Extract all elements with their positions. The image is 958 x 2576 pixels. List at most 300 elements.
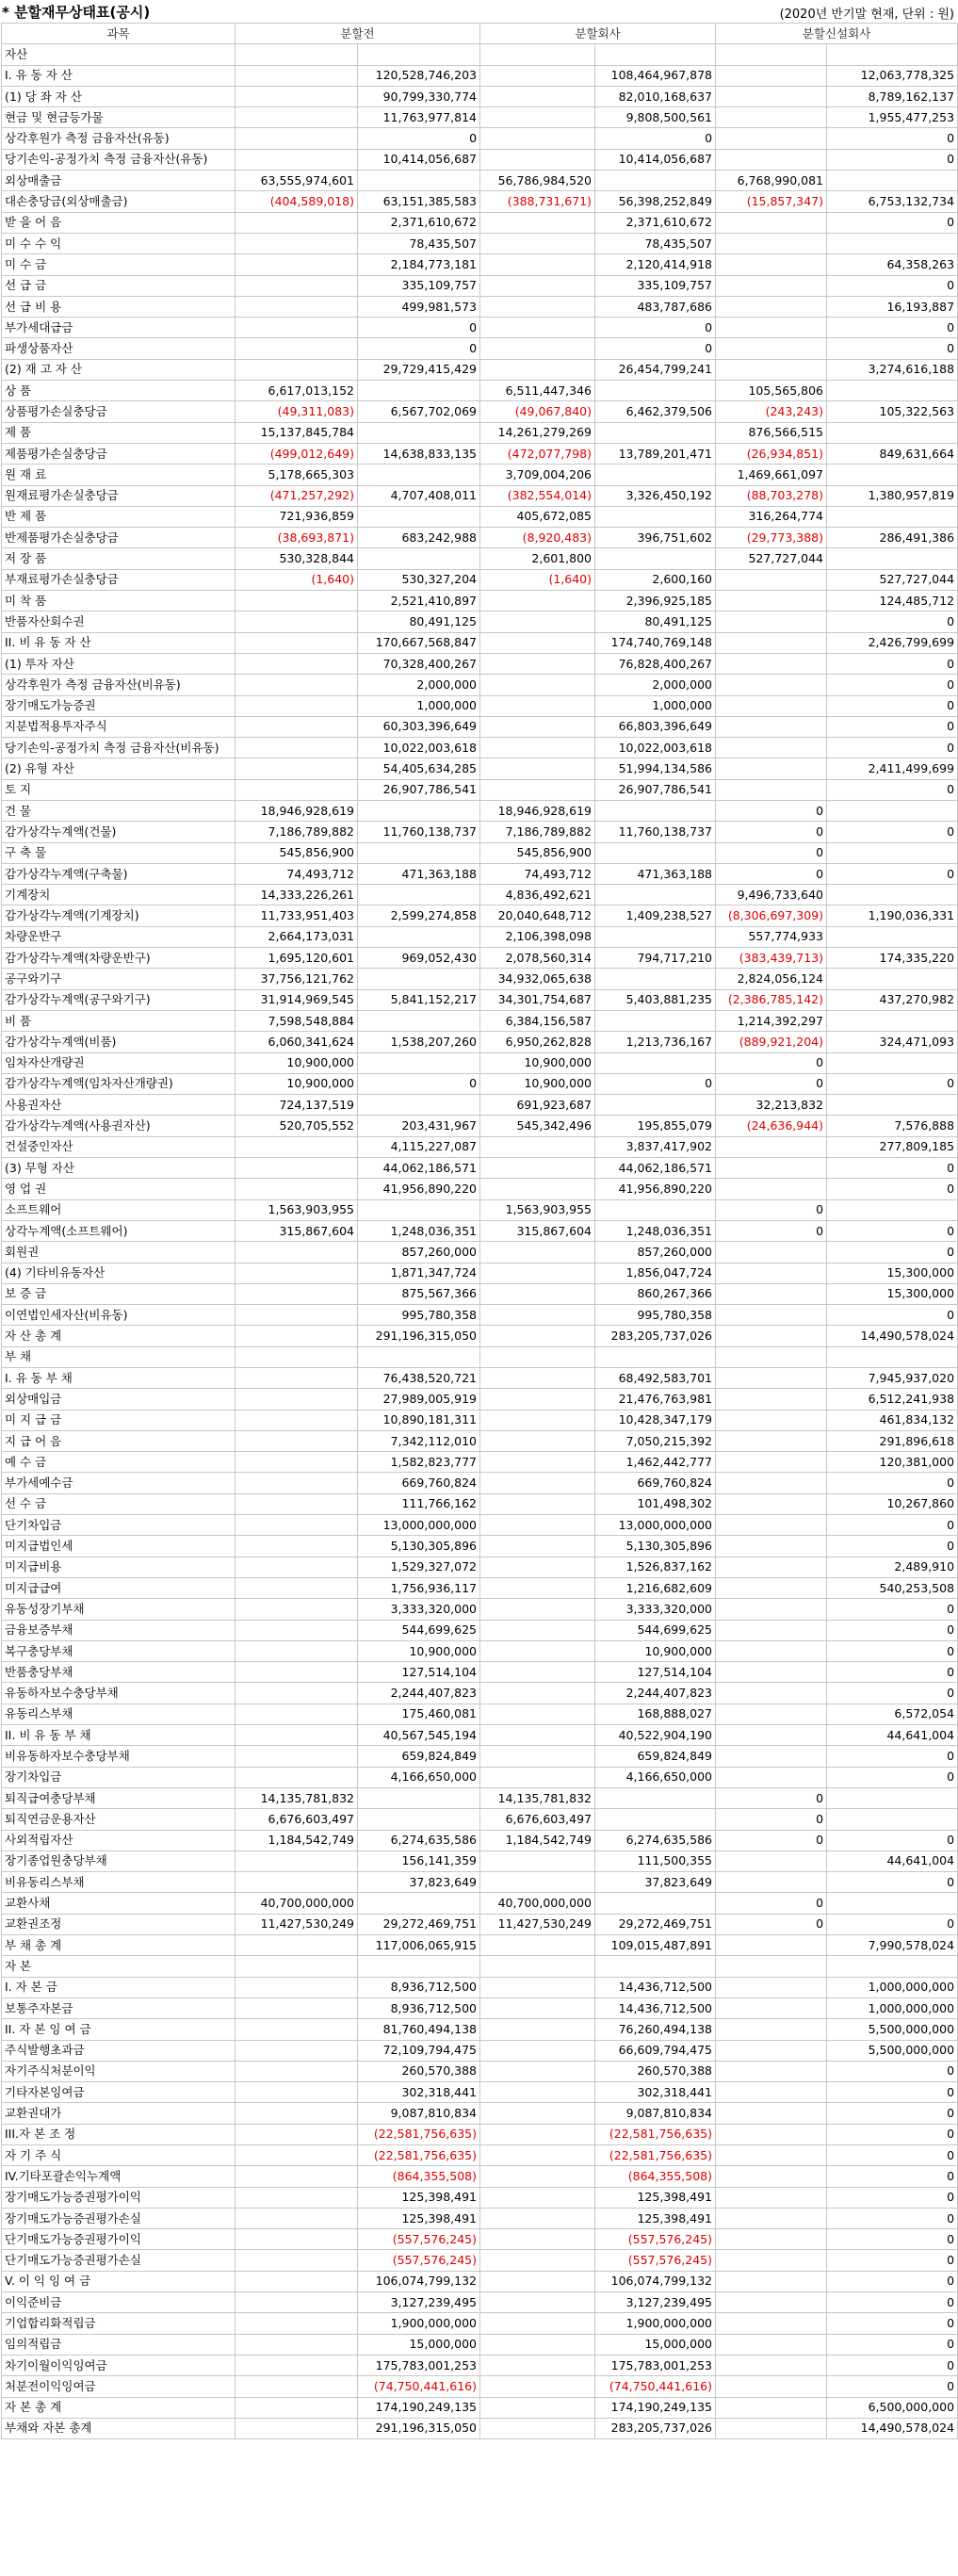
account-cell: V. 이 익 잉 여 금 — [2, 2271, 235, 2291]
value-cell — [716, 1683, 827, 1704]
value-cell: 0 — [827, 128, 958, 149]
value-cell — [480, 758, 595, 779]
value-cell — [716, 2355, 827, 2375]
value-cell: 120,381,000 — [827, 1452, 958, 1473]
value-cell — [235, 2144, 358, 2165]
value-cell — [358, 1787, 480, 1808]
value-cell — [235, 1746, 358, 1767]
value-cell: 0 — [827, 675, 958, 695]
value-cell — [716, 254, 827, 275]
value-cell — [235, 1452, 358, 1473]
table-row — [2, 1956, 958, 1977]
value-cell — [716, 1389, 827, 1410]
value-cell: 14,333,226,261 — [235, 885, 358, 905]
table-row — [2, 926, 958, 947]
value-cell — [358, 1095, 480, 1116]
table-row — [2, 1346, 958, 1367]
value-cell — [480, 653, 595, 674]
value-cell — [480, 1346, 595, 1367]
value-cell: 68,492,583,701 — [595, 1368, 716, 1389]
value-cell — [235, 2019, 358, 2040]
value-cell — [480, 233, 595, 253]
account-cell: 처분전이익잉여금 — [2, 2376, 235, 2397]
value-cell — [827, 171, 958, 191]
value-cell: 0 — [827, 653, 958, 674]
value-cell: 1,538,207,260 — [358, 1032, 480, 1052]
value-cell: 10,900,000 — [235, 1073, 358, 1094]
value-cell: 1,184,542,749 — [480, 1830, 595, 1850]
value-cell: 1,462,442,777 — [595, 1452, 716, 1473]
value-cell: 0 — [595, 318, 716, 338]
value-cell: 27,989,005,919 — [358, 1389, 480, 1410]
value-cell — [358, 926, 480, 947]
value-cell: 1,856,047,724 — [595, 1263, 716, 1283]
value-cell: (38,693,871) — [235, 528, 358, 548]
value-cell: 0 — [595, 338, 716, 359]
value-cell — [595, 1010, 716, 1031]
value-cell: 6,512,241,938 — [827, 1389, 958, 1410]
table-row — [2, 2250, 958, 2271]
table-row — [2, 548, 958, 569]
value-cell — [716, 2144, 827, 2165]
value-cell: 849,631,664 — [827, 443, 958, 464]
value-cell — [827, 842, 958, 863]
value-cell — [235, 716, 358, 737]
value-cell: 3,127,239,495 — [595, 2292, 716, 2313]
value-cell: 106,074,799,132 — [595, 2271, 716, 2291]
value-cell: 20,040,648,712 — [480, 905, 595, 926]
value-cell: 0 — [827, 1872, 958, 1893]
account-cell: 회원권 — [2, 1242, 235, 1263]
value-cell — [358, 842, 480, 863]
value-cell — [716, 1283, 827, 1304]
account-cell: 기계장치 — [2, 885, 235, 905]
account-cell: 감가상각누계액(기계장치) — [2, 905, 235, 926]
value-cell — [716, 2313, 827, 2334]
account-cell: 미 착 품 — [2, 591, 235, 611]
value-cell — [480, 675, 595, 695]
value-cell: 7,945,937,020 — [827, 1368, 958, 1389]
table-row — [2, 275, 958, 296]
value-cell — [235, 1263, 358, 1283]
value-cell — [235, 1557, 358, 1577]
table-row — [2, 863, 958, 884]
value-cell: 1,409,238,527 — [595, 905, 716, 926]
value-cell: (864,355,508) — [358, 2166, 480, 2187]
value-cell — [716, 359, 827, 380]
account-cell: 감가상각누계액(건물) — [2, 822, 235, 842]
value-cell: 174,335,220 — [827, 948, 958, 969]
table-row — [2, 1368, 958, 1389]
account-cell: 상각누계액(소프트웨어) — [2, 1220, 235, 1241]
table-row — [2, 695, 958, 716]
value-cell: (74,750,441,616) — [358, 2376, 480, 2397]
value-cell: 659,824,849 — [595, 1746, 716, 1767]
value-cell — [235, 1242, 358, 1263]
value-cell: 15,300,000 — [827, 1263, 958, 1283]
value-cell: 2,078,560,314 — [480, 948, 595, 969]
account-cell: (3) 무형 자산 — [2, 1158, 235, 1179]
table-body — [2, 44, 958, 2439]
value-cell: (26,934,851) — [716, 443, 827, 464]
value-cell: 81,760,494,138 — [358, 2019, 480, 2040]
account-cell: 유동성장기부채 — [2, 1599, 235, 1620]
account-cell: 단기매도가능증권평가이익 — [2, 2229, 235, 2250]
header-account: 과목 — [2, 24, 235, 44]
value-cell: 14,261,279,269 — [480, 422, 595, 443]
value-cell — [480, 1620, 595, 1640]
value-cell: 63,555,974,601 — [235, 171, 358, 191]
value-cell: 0 — [827, 1536, 958, 1557]
value-cell — [716, 1136, 827, 1157]
value-cell: 0 — [827, 779, 958, 800]
value-cell: 0 — [827, 149, 958, 170]
value-cell — [595, 44, 716, 65]
table-row — [2, 2124, 958, 2144]
value-cell: 1,582,823,777 — [358, 1452, 480, 1473]
table-row — [2, 591, 958, 611]
value-cell: 120,528,746,203 — [358, 65, 480, 86]
value-cell: 4,836,492,621 — [480, 885, 595, 905]
table-row — [2, 86, 958, 106]
account-cell: 교환사채 — [2, 1893, 235, 1914]
table-row — [2, 1158, 958, 1179]
account-cell: 반품충당부채 — [2, 1662, 235, 1683]
table-row — [2, 107, 958, 128]
value-cell — [235, 1935, 358, 1956]
value-cell — [235, 2418, 358, 2438]
value-cell: 3,326,450,192 — [595, 485, 716, 506]
table-row — [2, 800, 958, 821]
value-cell: 1,248,036,351 — [358, 1220, 480, 1241]
value-cell: 544,699,625 — [595, 1620, 716, 1640]
value-cell: 76,260,494,138 — [595, 2019, 716, 2040]
value-cell: 195,855,079 — [595, 1116, 716, 1136]
value-cell — [716, 2397, 827, 2418]
value-cell — [358, 465, 480, 485]
table-row — [2, 1809, 958, 1830]
value-cell: 2,824,056,124 — [716, 969, 827, 989]
value-cell: 5,130,305,896 — [595, 1536, 716, 1557]
value-cell: 659,824,849 — [358, 1746, 480, 1767]
value-cell — [716, 569, 827, 590]
value-cell — [716, 1493, 827, 1514]
value-cell — [235, 2061, 358, 2081]
value-cell — [235, 2334, 358, 2355]
table-row — [2, 885, 958, 905]
value-cell: (1,640) — [480, 569, 595, 590]
account-cell: 유동리스부채 — [2, 1704, 235, 1724]
value-cell: 8,936,712,500 — [358, 1997, 480, 2018]
value-cell: 0 — [827, 2103, 958, 2124]
value-cell: 29,272,469,751 — [595, 1914, 716, 1934]
value-cell: 0 — [827, 2334, 958, 2355]
value-cell: 260,570,388 — [595, 2061, 716, 2081]
table-row — [2, 1640, 958, 1661]
value-cell — [235, 1662, 358, 1683]
table-row — [2, 1116, 958, 1136]
account-cell: 감가상각누계액(사용권자산) — [2, 1116, 235, 1136]
table-row — [2, 1977, 958, 1997]
account-cell: 지분법적용투자주식 — [2, 716, 235, 737]
value-cell: 10,022,003,618 — [358, 738, 480, 758]
value-cell: (15,857,347) — [716, 191, 827, 212]
value-cell: 9,087,810,834 — [358, 2103, 480, 2124]
value-cell: 6,676,603,497 — [480, 1809, 595, 1830]
value-cell: 1,213,736,167 — [595, 1032, 716, 1052]
table-row — [2, 1725, 958, 1746]
value-cell — [235, 1493, 358, 1514]
value-cell — [480, 86, 595, 106]
value-cell — [480, 591, 595, 611]
value-cell — [716, 1346, 827, 1367]
value-cell: 0 — [827, 1746, 958, 1767]
value-cell — [716, 1704, 827, 1724]
value-cell: 0 — [827, 1179, 958, 1199]
value-cell: 8,789,162,137 — [827, 86, 958, 106]
value-cell — [358, 548, 480, 569]
value-cell: 527,727,044 — [716, 548, 827, 569]
value-cell: (889,921,204) — [716, 1032, 827, 1052]
table-row — [2, 1662, 958, 1683]
value-cell — [827, 1052, 958, 1073]
value-cell: 405,672,085 — [480, 506, 595, 527]
table-row — [2, 44, 958, 65]
table-row — [2, 2040, 958, 2061]
value-cell — [235, 632, 358, 653]
value-cell: 1,871,347,724 — [358, 1263, 480, 1283]
value-cell — [595, 1199, 716, 1220]
value-cell — [595, 885, 716, 905]
value-cell — [716, 1430, 827, 1451]
account-cell: 사외적립자산 — [2, 1830, 235, 1850]
table-row — [2, 2061, 958, 2081]
account-cell: 보통주자본금 — [2, 1997, 235, 2018]
account-cell: 상품평가손실충당금 — [2, 401, 235, 422]
value-cell: 876,566,515 — [716, 422, 827, 443]
value-cell: 2,371,610,672 — [595, 212, 716, 233]
value-cell: 72,109,794,475 — [358, 2040, 480, 2061]
account-cell: 토 지 — [2, 779, 235, 800]
value-cell: 995,780,358 — [595, 1305, 716, 1326]
value-cell — [235, 1536, 358, 1557]
account-cell: 감가상각누계액(비품) — [2, 1032, 235, 1052]
account-cell: 자 산 총 계 — [2, 1326, 235, 1346]
account-cell: 건 물 — [2, 800, 235, 821]
value-cell: 125,398,491 — [358, 2187, 480, 2208]
value-cell: 11,733,951,403 — [235, 905, 358, 926]
table-row — [2, 1052, 958, 1073]
value-cell: 520,705,552 — [235, 1116, 358, 1136]
value-cell: 857,260,000 — [358, 1242, 480, 1263]
value-cell — [235, 675, 358, 695]
value-cell: 0 — [827, 1914, 958, 1934]
table-row — [2, 2187, 958, 2208]
account-cell: 공구와기구 — [2, 969, 235, 989]
value-cell — [235, 107, 358, 128]
value-cell — [827, 548, 958, 569]
account-cell: 임의적립금 — [2, 2334, 235, 2355]
table-row — [2, 1430, 958, 1451]
account-cell: 반제품평가손실충당금 — [2, 528, 235, 548]
account-cell: 부가세대급금 — [2, 318, 235, 338]
table-row — [2, 171, 958, 191]
value-cell — [595, 548, 716, 569]
value-cell: 0 — [827, 1683, 958, 1704]
account-cell: 부 채 총 계 — [2, 1935, 235, 1956]
value-cell — [235, 149, 358, 170]
value-cell: 10,414,056,687 — [358, 149, 480, 170]
value-cell — [716, 2187, 827, 2208]
account-cell: 당기손익-공정가치 측정 금융자산(비유동) — [2, 738, 235, 758]
value-cell: 5,841,152,217 — [358, 989, 480, 1010]
account-cell: 장기매도가능증권평가이익 — [2, 2187, 235, 2208]
value-cell: 34,301,754,687 — [480, 989, 595, 1010]
value-cell — [716, 1767, 827, 1787]
table-row — [2, 506, 958, 527]
value-cell — [480, 1977, 595, 1997]
value-cell: 26,907,786,541 — [595, 779, 716, 800]
value-cell: 6,511,447,346 — [480, 381, 595, 401]
table-row — [2, 2166, 958, 2187]
value-cell: 174,190,249,135 — [595, 2397, 716, 2418]
value-cell — [480, 1872, 595, 1893]
account-cell: 구 축 물 — [2, 842, 235, 863]
value-cell: 2,411,499,699 — [827, 758, 958, 779]
value-cell: 10,900,000 — [480, 1073, 595, 1094]
value-cell — [480, 2061, 595, 2081]
value-cell: 44,062,186,571 — [595, 1158, 716, 1179]
value-cell: 1,526,837,162 — [595, 1557, 716, 1577]
table-row — [2, 653, 958, 674]
value-cell — [235, 1136, 358, 1157]
account-cell: 주식발행초과금 — [2, 2040, 235, 2061]
account-cell: 건설중인자산 — [2, 1136, 235, 1157]
table-row — [2, 65, 958, 86]
value-cell: 291,196,315,050 — [358, 2418, 480, 2438]
value-cell — [358, 1052, 480, 1073]
value-cell — [716, 653, 827, 674]
account-cell: 상각후원가 측정 금융자산(비유동) — [2, 675, 235, 695]
value-cell: (49,311,083) — [235, 401, 358, 422]
value-cell: 34,932,065,638 — [480, 969, 595, 989]
value-cell: 5,178,665,303 — [235, 465, 358, 485]
table-row — [2, 338, 958, 359]
table-row — [2, 2418, 958, 2438]
account-cell: 예 수 금 — [2, 1452, 235, 1473]
value-cell — [358, 1809, 480, 1830]
table-row — [2, 758, 958, 779]
value-cell: 0 — [716, 822, 827, 842]
value-cell — [235, 611, 358, 632]
table-row — [2, 738, 958, 758]
account-cell: II. 자 본 잉 여 금 — [2, 2019, 235, 2040]
table-row — [2, 2144, 958, 2165]
value-cell — [595, 506, 716, 527]
account-cell: IV.기타포괄손익누계액 — [2, 2166, 235, 2187]
table-row — [2, 296, 958, 317]
value-cell: 1,000,000,000 — [827, 1977, 958, 1997]
value-cell: 2,426,799,699 — [827, 632, 958, 653]
account-cell: 받 을 어 음 — [2, 212, 235, 233]
account-cell: 부재료평가손실충당금 — [2, 569, 235, 590]
value-cell — [595, 1956, 716, 1977]
value-cell — [480, 1179, 595, 1199]
value-cell — [480, 2103, 595, 2124]
value-cell: (499,012,649) — [235, 443, 358, 464]
value-cell: 1,529,327,072 — [358, 1557, 480, 1577]
value-cell — [595, 1346, 716, 1367]
value-cell — [358, 800, 480, 821]
value-cell: 127,514,104 — [358, 1662, 480, 1683]
value-cell: 111,500,355 — [595, 1850, 716, 1871]
value-cell — [595, 422, 716, 443]
value-cell — [235, 1158, 358, 1179]
value-cell — [827, 1095, 958, 1116]
value-cell: 56,398,252,849 — [595, 191, 716, 212]
value-cell — [716, 1872, 827, 1893]
value-cell: (1,640) — [235, 569, 358, 590]
value-cell: (49,067,840) — [480, 401, 595, 422]
value-cell: 0 — [595, 1073, 716, 1094]
value-cell: 6,950,262,828 — [480, 1032, 595, 1052]
value-cell: (472,077,798) — [480, 443, 595, 464]
value-cell — [235, 1368, 358, 1389]
value-cell — [235, 359, 358, 380]
account-cell: 미 수 금 — [2, 254, 235, 275]
title-bar — [0, 0, 958, 23]
account-cell: 비 품 — [2, 1010, 235, 1031]
value-cell — [480, 149, 595, 170]
value-cell — [595, 1052, 716, 1073]
value-cell: 2,106,398,098 — [480, 926, 595, 947]
value-cell: 857,260,000 — [595, 1242, 716, 1263]
value-cell: 175,783,001,253 — [358, 2355, 480, 2375]
value-cell: 6,567,702,069 — [358, 401, 480, 422]
value-cell: 0 — [827, 1599, 958, 1620]
value-cell — [235, 2229, 358, 2250]
value-cell — [480, 128, 595, 149]
value-cell — [716, 1515, 827, 1536]
value-cell: (382,554,014) — [480, 485, 595, 506]
value-cell — [716, 1326, 827, 1346]
value-cell: 794,717,210 — [595, 948, 716, 969]
value-cell: 12,063,778,325 — [827, 65, 958, 86]
value-cell — [480, 2271, 595, 2291]
table-row — [2, 2334, 958, 2355]
value-cell — [235, 1872, 358, 1893]
value-cell: 0 — [827, 2250, 958, 2271]
value-cell: 286,491,386 — [827, 528, 958, 548]
value-cell — [358, 422, 480, 443]
value-cell: 14,638,833,135 — [358, 443, 480, 464]
value-cell: 1,184,542,749 — [235, 1830, 358, 1850]
value-cell — [235, 338, 358, 359]
value-cell — [480, 2040, 595, 2061]
table-row — [2, 359, 958, 380]
value-cell: 0 — [716, 863, 827, 884]
value-cell — [716, 1410, 827, 1430]
account-cell: 외상매입금 — [2, 1389, 235, 1410]
value-cell: (8,920,483) — [480, 528, 595, 548]
value-cell: 76,828,400,267 — [595, 653, 716, 674]
account-cell: 이익준비금 — [2, 2292, 235, 2313]
value-cell: 0 — [827, 2355, 958, 2375]
value-cell — [358, 1956, 480, 1977]
value-cell: 540,253,508 — [827, 1577, 958, 1598]
table-row — [2, 318, 958, 338]
value-cell: 5,500,000,000 — [827, 2019, 958, 2040]
